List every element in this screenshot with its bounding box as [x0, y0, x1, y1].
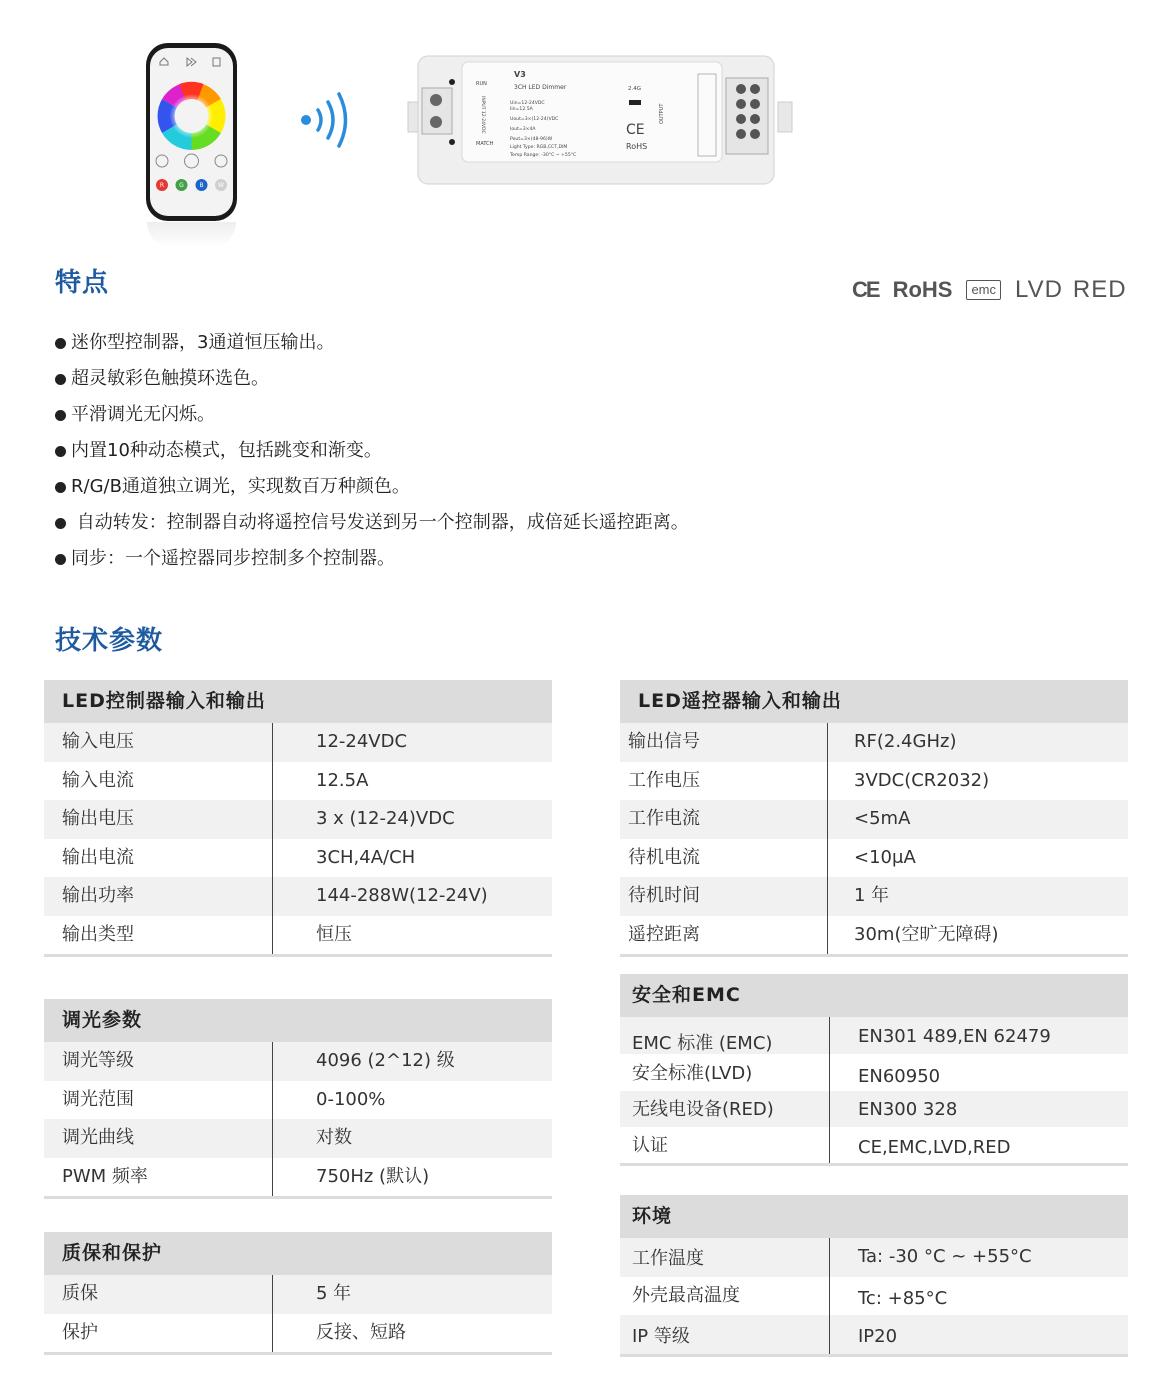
input-label: INPUT 12-24VDC — [480, 96, 485, 134]
bullet-icon — [55, 446, 66, 457]
row-key: EMC 标准 (EMC) — [620, 1017, 830, 1054]
table-row — [44, 877, 552, 916]
row-key: 输出类型 — [44, 916, 273, 955]
row-key: 遥控距离 — [620, 916, 828, 955]
table-row — [44, 916, 552, 955]
table-title: 环境 — [620, 1195, 1128, 1238]
color-wheel — [158, 82, 226, 150]
warranty-table — [44, 1232, 552, 1355]
bullet-icon — [55, 518, 66, 529]
safety-emc-table — [620, 974, 1128, 1166]
feature-item: 迷你型控制器，3通道恒压输出。 — [55, 325, 689, 361]
row-key: 质保 — [44, 1275, 273, 1314]
remote-control-image — [145, 42, 238, 222]
remote-io-table — [620, 680, 1128, 957]
row-key: PWM 频率 — [44, 1158, 273, 1197]
table-row — [620, 1127, 1128, 1163]
output-terminal — [726, 78, 768, 154]
tech-params-title: 技术参数 — [55, 626, 164, 656]
match-label: MATCH — [476, 141, 494, 147]
table-title: 调光参数 — [44, 999, 552, 1042]
row-key: 工作电流 — [620, 800, 828, 839]
table-row — [44, 1042, 552, 1081]
row-value: 750Hz (默认) — [316, 1165, 430, 1187]
table-row — [620, 916, 1128, 955]
led-dimmer-image — [404, 52, 796, 192]
row-value: 12-24VDC — [316, 731, 408, 752]
row-key: 调光等级 — [44, 1042, 273, 1081]
row-value: 0-100% — [316, 1088, 386, 1110]
row-key: 工作温度 — [620, 1238, 830, 1277]
row-key: 调光范围 — [44, 1081, 273, 1120]
spec-line: Pout=3×(48-96)W — [510, 137, 553, 142]
row-key: 安全标准(LVD) — [620, 1054, 830, 1091]
row-value: Tc: +85°C — [858, 1287, 948, 1309]
table-row — [620, 723, 1128, 762]
row-key: 认证 — [620, 1127, 830, 1163]
wireless-signal-icon — [298, 90, 354, 150]
bullet-icon — [55, 554, 66, 565]
table-row — [620, 762, 1128, 801]
spec-line: Iin=12.5A — [510, 107, 533, 112]
row-value: 恒压 — [316, 923, 352, 945]
remote-button-g: G — [179, 182, 184, 189]
lvd-mark: LVD — [1015, 276, 1063, 303]
dimming-table — [44, 999, 552, 1199]
feature-item: 内置10种动态模式，包括跳变和渐变。 — [55, 433, 689, 469]
row-key: 输出信号 — [620, 723, 828, 762]
rohs-mark: RoHS — [892, 277, 953, 302]
table-row — [620, 1315, 1128, 1354]
row-value: Ta: -30 °C ~ +55°C — [858, 1246, 1032, 1267]
table-row — [620, 1017, 1128, 1054]
rf-label: 2.4G — [628, 86, 642, 92]
row-key: 工作电压 — [620, 762, 828, 801]
table-row — [44, 1081, 552, 1120]
row-value: 对数 — [316, 1127, 352, 1148]
table-row — [620, 1091, 1128, 1127]
table-row — [620, 1277, 1128, 1316]
table-row — [620, 839, 1128, 878]
feature-item: 平滑调光无闪烁。 — [55, 397, 689, 433]
row-value: 3VDC(CR2032) — [854, 769, 990, 791]
table-title: 质保和保护 — [44, 1232, 552, 1275]
table-row — [44, 1119, 552, 1158]
row-key: IP 等级 — [620, 1315, 830, 1354]
row-value: RF(2.4GHz) — [854, 731, 957, 752]
spec-line: Temp Range: -30°C ~ +55°C — [510, 153, 577, 158]
bullet-icon — [55, 482, 66, 493]
input-terminal — [422, 88, 452, 134]
product-name-label: 3CH LED Dimmer — [514, 84, 567, 91]
table-row — [620, 1054, 1128, 1091]
remote-button-r: R — [159, 182, 165, 189]
table-title: LED控制器输入和输出 — [44, 680, 552, 723]
row-key: 输入电压 — [44, 723, 273, 762]
bullet-icon — [55, 374, 66, 385]
remote-button-b: B — [199, 182, 204, 189]
row-value: 1 年 — [854, 885, 890, 906]
row-value: 5 年 — [316, 1283, 352, 1304]
features-title: 特点 — [55, 268, 110, 298]
table-row — [44, 1275, 552, 1314]
row-key: 输出电压 — [44, 800, 273, 839]
table-row — [620, 877, 1128, 916]
row-value: 3 x (12-24)VDC — [316, 808, 455, 829]
table-row — [44, 723, 552, 762]
row-key: 输入电流 — [44, 762, 273, 801]
certification-marks — [852, 274, 1142, 306]
row-key: 待机时间 — [620, 877, 828, 916]
row-value: 30m(空旷无障碍) — [854, 923, 999, 945]
table-row — [44, 1314, 552, 1353]
ce-mark: CE — [852, 277, 879, 302]
row-key: 输出功率 — [44, 877, 273, 916]
row-value: EN301 489,EN 62479 — [858, 1026, 1051, 1047]
feature-item: 同步：一个遥控器同步控制多个控制器。 — [55, 541, 689, 577]
red-mark: RED — [1072, 276, 1127, 303]
row-value: CE,EMC,LVD,RED — [858, 1137, 1011, 1158]
spec-line: Uout=3×(12-24)VDC — [510, 117, 559, 122]
remote-button-w: W — [218, 182, 224, 189]
table-title: LED遥控器输入和输出 — [620, 680, 1128, 723]
table-row — [620, 800, 1128, 839]
row-value: <5mA — [854, 808, 911, 829]
row-key: 外壳最高温度 — [620, 1277, 830, 1316]
bullet-icon — [55, 338, 66, 349]
spec-line: Light Type: RGB,CCT,DIM — [510, 145, 568, 150]
row-value: 12.5A — [316, 769, 369, 791]
row-value: <10μA — [854, 846, 916, 868]
table-title: 安全和EMC — [620, 974, 1128, 1017]
row-key: 调光曲线 — [44, 1119, 273, 1158]
row-value: IP20 — [858, 1326, 898, 1347]
table-row — [44, 762, 552, 801]
row-key: 无线电设备(RED) — [620, 1091, 830, 1127]
rohs-mark: RoHS — [626, 142, 648, 151]
feature-item: R/G/B通道独立调光，实现数百万种颜色。 — [55, 469, 689, 505]
spec-line: Iout=3×4A — [510, 127, 536, 132]
table-row — [44, 1158, 552, 1197]
row-value: EN60950 — [858, 1066, 941, 1087]
feature-item: 自动转发：控制器自动将遥控信号发送到另一个控制器，成倍延长遥控距离。 — [55, 505, 689, 541]
output-label: OUTPUT — [659, 103, 665, 124]
run-label: RUN — [476, 81, 487, 87]
table-row — [44, 800, 552, 839]
row-value: 反接、短路 — [316, 1321, 406, 1343]
emc-mark: emc — [966, 280, 1001, 300]
table-row — [620, 1238, 1128, 1277]
row-value: 4096 (2^12) 级 — [316, 1050, 455, 1071]
spec-line: Uin=12-24VDC — [510, 101, 545, 106]
row-value: EN300 328 — [858, 1099, 958, 1120]
environment-table — [620, 1195, 1128, 1357]
feature-list — [55, 325, 689, 577]
row-value: 3CH,4A/CH — [316, 846, 416, 868]
row-key: 保护 — [44, 1314, 273, 1353]
controller-io-table — [44, 680, 552, 957]
bullet-icon — [55, 410, 66, 421]
remote-reflection — [147, 222, 236, 248]
table-row — [44, 839, 552, 878]
row-key: 输出电流 — [44, 839, 273, 878]
row-value: 144-288W(12-24V) — [316, 885, 488, 906]
row-key: 待机电流 — [620, 839, 828, 878]
model-label: V3 — [514, 70, 526, 79]
ce-mark: CE — [626, 122, 645, 138]
feature-item: 超灵敏彩色触摸环选色。 — [55, 361, 689, 397]
